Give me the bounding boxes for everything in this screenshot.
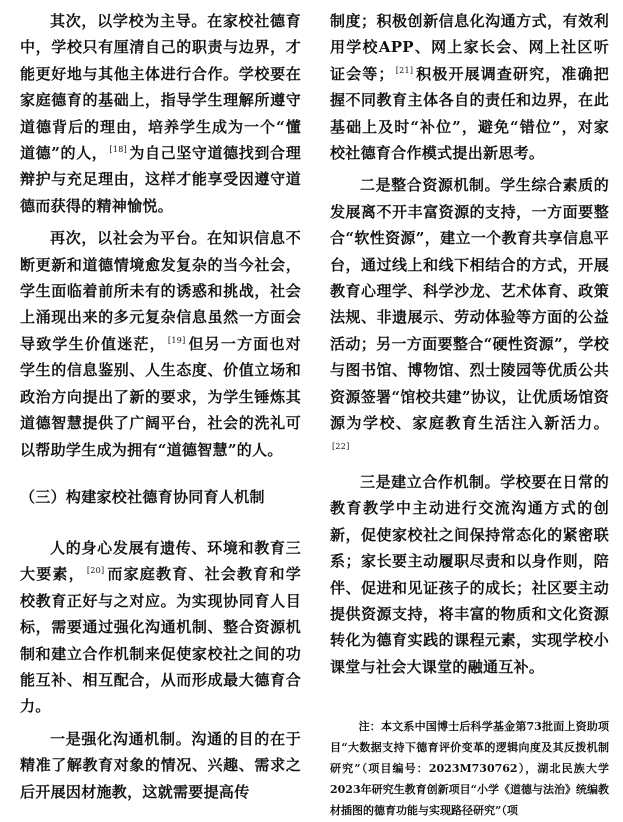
paragraph-text: 二是整合资源机制。学生综合素质的发展离不开丰富资源的支持，一方面要整合“软性资源”，建立一个教育共享信息平台，通过线上和线下相结合的方式，开展教育心理学、科学沙龙、艺术体育、政策法规、非遗展示、劳动体验等方面的公益活动；另一方面要整合“硬性资源”，学校与图书馆、博物馆、烈士陵园等优质公共资源签署“馆校共建”协议，让优质场馆资源为学校、家庭教育生活注入新活力。 (330, 176, 609, 433)
paragraph-three-factors (20, 535, 301, 720)
paragraph-text: 而家庭教育、社会教育和学校教育正好与之对应。为实现协同育人目标，需要通过强化沟通机制、整合资源机制和建立合作机制来促使家校社之间的功能互补、相互配合，从而形成最大德育合力。 (20, 565, 301, 716)
citation-ref: [20] (86, 566, 105, 576)
paragraph-resource-mechanism (330, 172, 609, 462)
paragraph-communication-mechanism: 一是强化沟通机制。沟通的目的在于精准了解教育对象的情况、兴趣、需求之后开展因材施教，这就需要提高传 (20, 729, 301, 801)
section-heading: （三）构建家校社德育协同育人机制 (20, 487, 265, 506)
citation-ref: [21] (395, 65, 414, 75)
paragraph-continued (330, 8, 609, 166)
paragraph-text: 但另一方面也对学生的信息鉴别、人生态度、价值立场和政治方向提出了新的要求，为学生锤炼其道德智慧提供了广阔平台，社会的洗礼可以帮助学生成为拥有“道德智慧”的人。 (20, 334, 302, 459)
citation-ref: [18] (109, 145, 128, 155)
paragraph-society-platform (20, 225, 301, 463)
paragraph-text: 人的身心发展有遗传、环境和教育三大要素， (20, 538, 301, 584)
funding-note: 注：本文系中国博士后科学基金第73批面上资助项目“大数据支持下德育评价变革的逻辑向度及其反拨机制研究”（项目编号：2023M730762），湖北民族大学2023年研究生教育创新项目“小学《道德与法治》统编教材插图的德育功能与实现路径研究”（项 (330, 720, 609, 818)
right-column (330, 8, 609, 821)
paragraph-text: 制度；积极创新信息化沟通方式，有效利用学校APP、网上家长会、网上社区听证会等； (330, 12, 609, 83)
paragraph-text: 再次，以社会为平台。在知识信息不断更新和道德情境愈发复杂的当今社会，学生面临着前所未有的诱惑和挑战，社会上涌现出来的多元复杂信息虽然一方面会导致学生价值迷茫， (20, 229, 301, 353)
paragraph-text: 积极开展调查研究，准确把握不同教育主体各自的责任和边界，在此基础上及时“补位”，避免“错位”，对家校社德育合作模式提出新思考。 (330, 64, 609, 163)
paragraph-cooperation-mechanism: 三是建立合作机制。学校要在日常的教育教学中主动进行交流沟通方式的创新，促使家校社之间保持常态化的紧密联系；家长要主动履职尽责和以身作则，陪伴、促进和见证孩子的成长；社区要主动提供资源支持，将丰富的物质和文化资源转化为德育实践的课程元素，实现学校小课堂与社会大课堂的融通互补。 (330, 472, 609, 676)
left-column (20, 8, 301, 805)
citation-ref: [22] (332, 441, 350, 451)
paragraph-school-leading (20, 8, 301, 219)
paragraph-text: 其次，以学校为主导。在家校社德育中，学校只有厘清自己的职责与边界，才能更好地与其他主体进行合作。学校要在家庭德育的基础上，指导学生理解所遵守道德背后的理由，培养学生成为一个“懂道德”的人， (20, 12, 301, 163)
paragraph-text: 为自己坚守道德找到合理辩护与充足理由，这样才能享受因遵守道德而获得的精神愉悦。 (20, 144, 301, 215)
citation-ref: [19] (167, 335, 186, 345)
